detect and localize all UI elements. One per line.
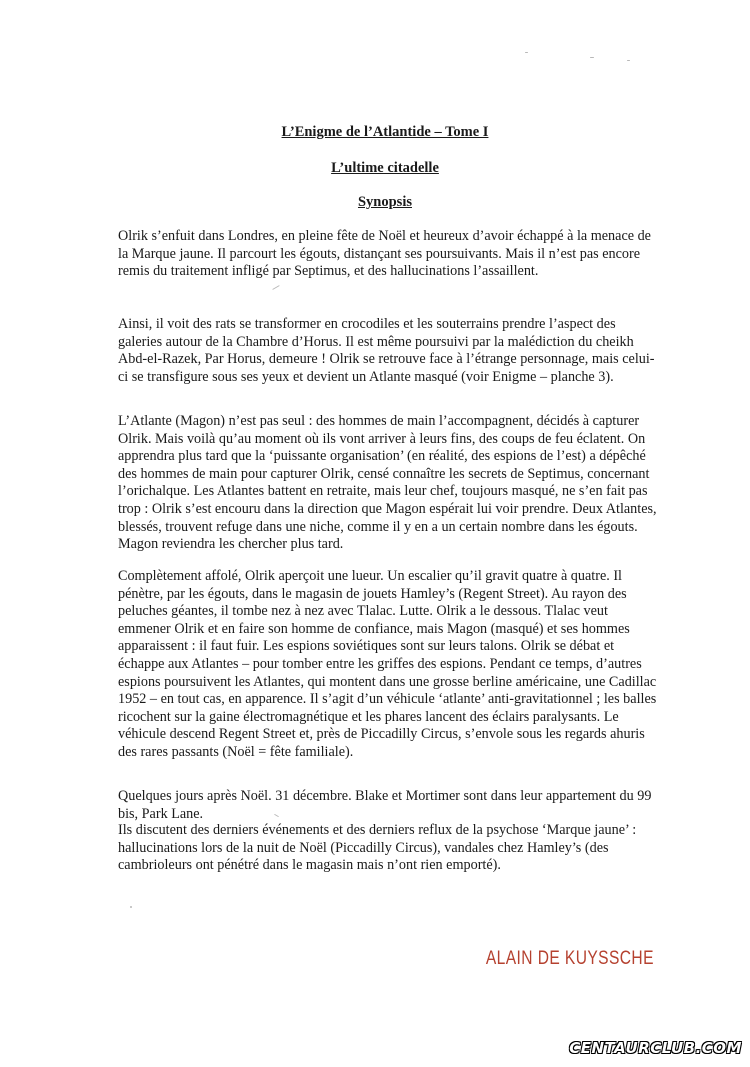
paragraph-3: L’Atlante (Magon) n’est pas seul : des hommes de main l’accompagnent, décidés à capturer Olrik. Mais voilà qu’au moment où ils vont arriver à leurs fins, des coups de feu éclatent. On apprendra plus tard que la ‘puissante organisation’ (en réalité, des espions de l’est) a dépêché des hommes de main pour capturer Olrik, censé connaître les secrets de Septimus, concernant l’orichalque. Les Atlantes battent en retraite, mais leur chef, toujours masqué, ne s’en fait pas trop : Olrik s’est encouru dans la direction que Magon espérait lui voir prendre. Deux Atlantes, blessés, trouvent refuge dans une niche, comme il y en a un certain nombre dans les égouts. Magon reviendra les chercher plus tard. — [118, 413, 657, 553]
site-watermark: CENTAURCLUB.COM — [569, 1039, 742, 1057]
author-signature: ALAIN DE KUYSSCHE — [485, 948, 654, 969]
scan-speck — [525, 52, 528, 53]
section-heading: Synopsis — [357, 194, 412, 210]
paragraph-2: Ainsi, il voit des rats se transformer en crocodiles et les souterrains prendre l’aspect des galeries autour de la Chambre d’Horus. Il est même poursuivi par la malédiction du cheikh Abd-el-Razek, Par Horus, demeure ! Olrik se retrouve face à l’étrange personnage, mais celui-ci se transfigure sous ses yeux et devient un Atlante masqué (voir Enigme – planche 3). — [118, 316, 655, 385]
scan-speck — [627, 60, 630, 61]
paragraph-4: Complètement affolé, Olrik aperçoit une lueur. Un escalier qu’il gravit quatre à quatre. Il pénètre, par les égouts, dans le magasin de jouets Hamley’s (Regent Street). Au rayon des peluches géantes, il tombe nez à nez avec Tlalac. Lutte. Olrik a le dessous. Tlalac veut emmener Olrik et en faire son homme de confiance, mais Magon (masqué) et ses hommes apparaissent : il faut fuir. Les espions soviétiques sont sur leurs talons. Olrik se débat et échappe aux Atlantes – pour tomber entre les griffes des espions. Pendant ce temps, d’autres espions poursuivent les Atlantes, qui montent dans une grosse berline américaine, une Cadillac 1952 – en tout cas, en apparence. Il s’agit d’un véhicule ‘atlante’ anti-gravitationnel ; les balles ricochent sur la gaine électromagnétique et les phares lancent des éclairs paralysants. Le véhicule descend Regent Street et, près de Piccadilly Circus, s’envole sous les regards ahuris des rares passants (Noël = fête familiale). — [118, 568, 657, 760]
document-subtitle: L’ultime citadelle — [331, 160, 439, 176]
paragraph-6: Ils discutent des derniers événements et des derniers reflux de la psychose ‘Marque jaune’ : hallucinations lors de la nuit de Noël (Piccadilly Circus), vandales chez Hamley’s (des cambrioleurs ont pénétré dans le magasin mais n’ont rien emporté). — [118, 822, 637, 874]
scan-speck — [130, 906, 132, 908]
paragraph-5: Quelques jours après Noël. 31 décembre. Blake et Mortimer sont dans leur appartement du 99 bis, Park Lane. — [118, 788, 652, 822]
scan-speck — [590, 57, 594, 58]
paragraph-1: Olrik s’enfuit dans Londres, en pleine fête de Noël et heureux d’avoir échappé à la menace de la Marque jaune. Il parcourt les égouts, distançant ses poursuivants. Mais il n’est pas encore remis du traitement infligé par Septimus, et des hallucinations l’assaillent. — [118, 228, 651, 280]
document-title: L’Enigme de l’Atlantide – Tome I — [281, 124, 489, 140]
scan-speck — [272, 285, 279, 290]
